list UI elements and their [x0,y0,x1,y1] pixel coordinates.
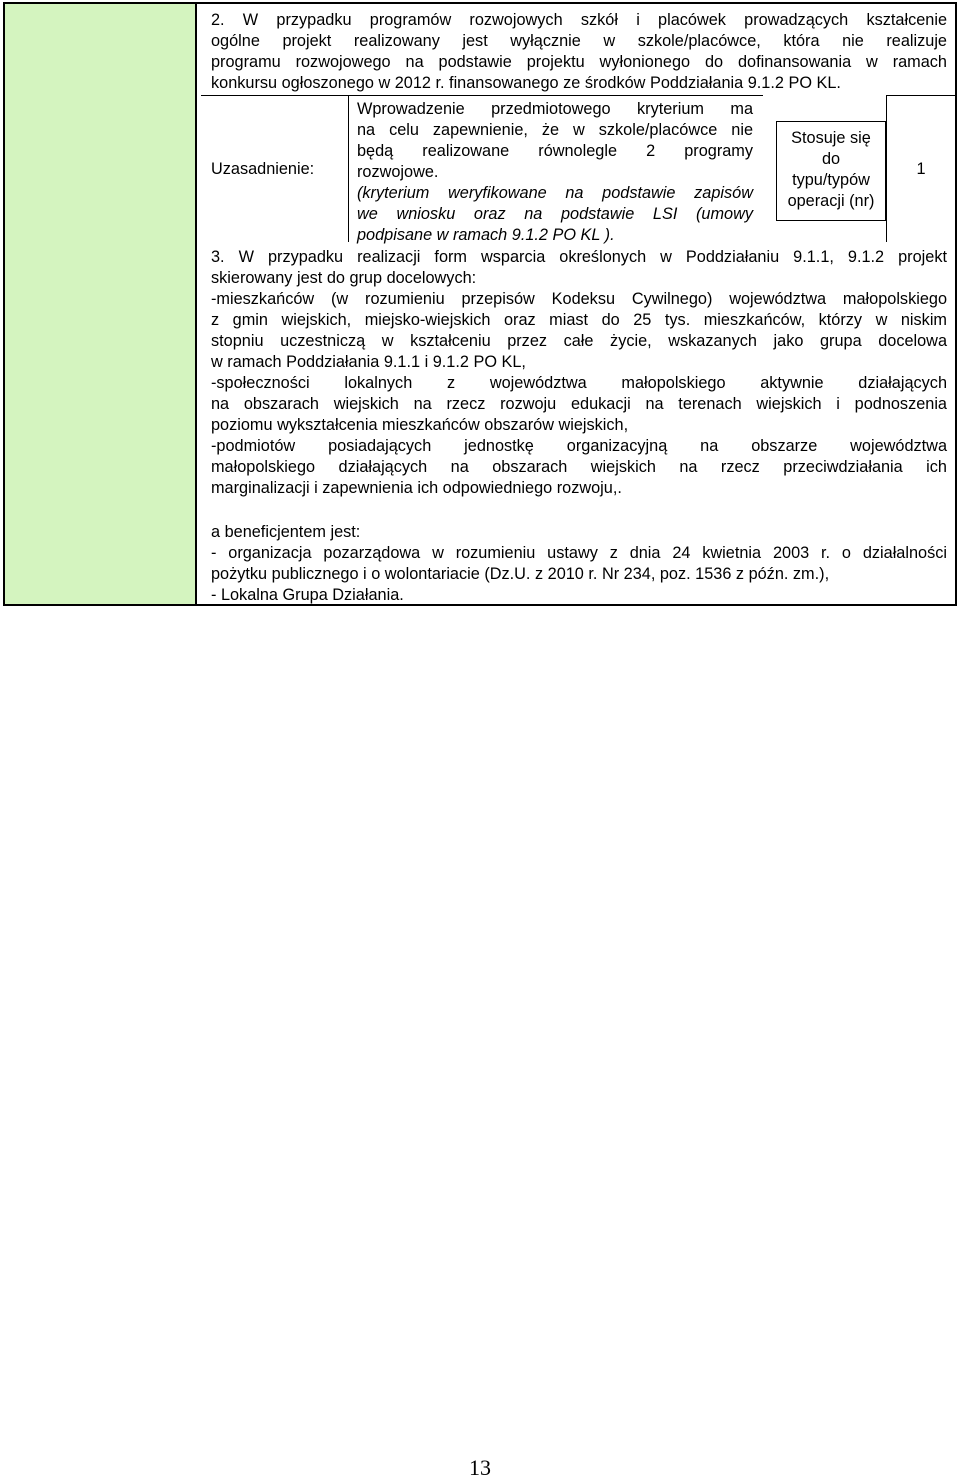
paragraph-line: -mieszkańców (w rozumieniu przepisów Kodeksu Cywilnego) województwa małopolskiego [211,290,947,308]
paragraph-line: -podmiotów posiadających jednostkę organizacyjną na obszarze województwa [211,437,947,455]
paragraph-line: małopolskiego działających na obszarach wiejskich na rzecz przeciwdziałania ich [211,458,947,476]
criteria-table [3,2,957,606]
description-line: rozwojowe. [357,163,439,181]
paragraph-line: na obszarach wiejskich na rzecz rozwoju edukacji na terenach wiejskich i podnoszenia [211,395,947,413]
description-line: Wprowadzenie przedmiotowego kryterium ma [357,100,753,118]
page-number: 13 [469,1455,491,1480]
paragraph-line: - organizacja pozarządowa w rozumieniu ustawy z dnia 24 kwietnia 2003 r. o działalności [211,544,947,562]
criterion-content-column [201,4,955,604]
applies-line: do [821,150,841,168]
applies-to-operation-types [776,121,886,221]
paragraph-line: 2. W przypadku programów rozwojowych szkół i placówek prowadzących kształcenie [211,11,947,29]
paragraph-line: konkursu ogłoszonego w 2012 r. finansowanego ze środków Poddziałania 9.1.2 PO KL. [211,74,841,92]
description-line: będą realizowane równolegle 2 programy [357,142,753,160]
paragraph-line: stopniu uczestniczą w kształceniu przez całe życie, wskazanych jako grupa docelowa [211,332,947,350]
justification-table [201,95,955,242]
paragraph-line: z gmin wiejskich, miejsko-wiejskich oraz miast do 25 tys. mieszkańców, którzy w niskim [211,311,947,329]
section-2-paragraph [211,10,947,94]
paragraph-line: ogólne projekt realizowany jest wyłącznie w szkole/placówce, która nie realizuje [211,32,947,50]
justification-description [349,95,763,242]
beneficiary-paragraph [211,522,947,606]
paragraph-line: poziomu wykształcenia mieszkańców obszarów wiejskich, [211,416,629,434]
section-3-paragraph [211,247,947,499]
applies-line: Stosuje się [791,129,871,147]
paragraph-line: 3. W przypadku realizacji form wsparcia określonych w Poddziałaniu 9.1.1, 9.1.2 projekt [211,248,947,266]
verification-note-line: (kryterium weryfikowane na podstawie zapisów [357,184,753,202]
paragraph-line: w ramach Poddziałania 9.1.1 i 9.1.2 PO KL, [211,353,526,371]
paragraph-line: -społeczności lokalnych z województwa małopolskiego aktywnie działających [211,374,947,392]
operation-type-number: 1 [886,95,955,242]
description-line: na celu zapewnienie, że w szkole/placówce nie [357,121,753,139]
paragraph-line: skierowany jest do grup docelowych: [211,269,477,287]
paragraph-line: pożytku publicznego i o wolontariacie (Dz.U. z 2010 r. Nr 234, poz. 1536 z późn. zm.), [211,565,830,583]
justification-label: Uzasadnienie: [201,95,349,242]
applies-line: typu/typów [792,171,870,189]
paragraph-line: programu rozwojowego na podstawie projektu wyłonionego do dofinansowania w ramach [211,53,947,71]
applies-line: operacji (nr) [787,192,875,210]
paragraph-line: a beneficjentem jest: [211,523,361,541]
paragraph-line: marginalizacji i zapewnienia ich odpowiedniego rozwoju,. [211,479,622,497]
verification-note-line: we wniosku oraz na podstawie LSI (umowy [357,205,753,223]
verification-note-line: podpisane w ramach 9.1.2 PO KL ). [357,226,615,244]
paragraph-line: - Lokalna Grupa Działania. [211,586,404,604]
criterion-name-column [5,4,197,604]
